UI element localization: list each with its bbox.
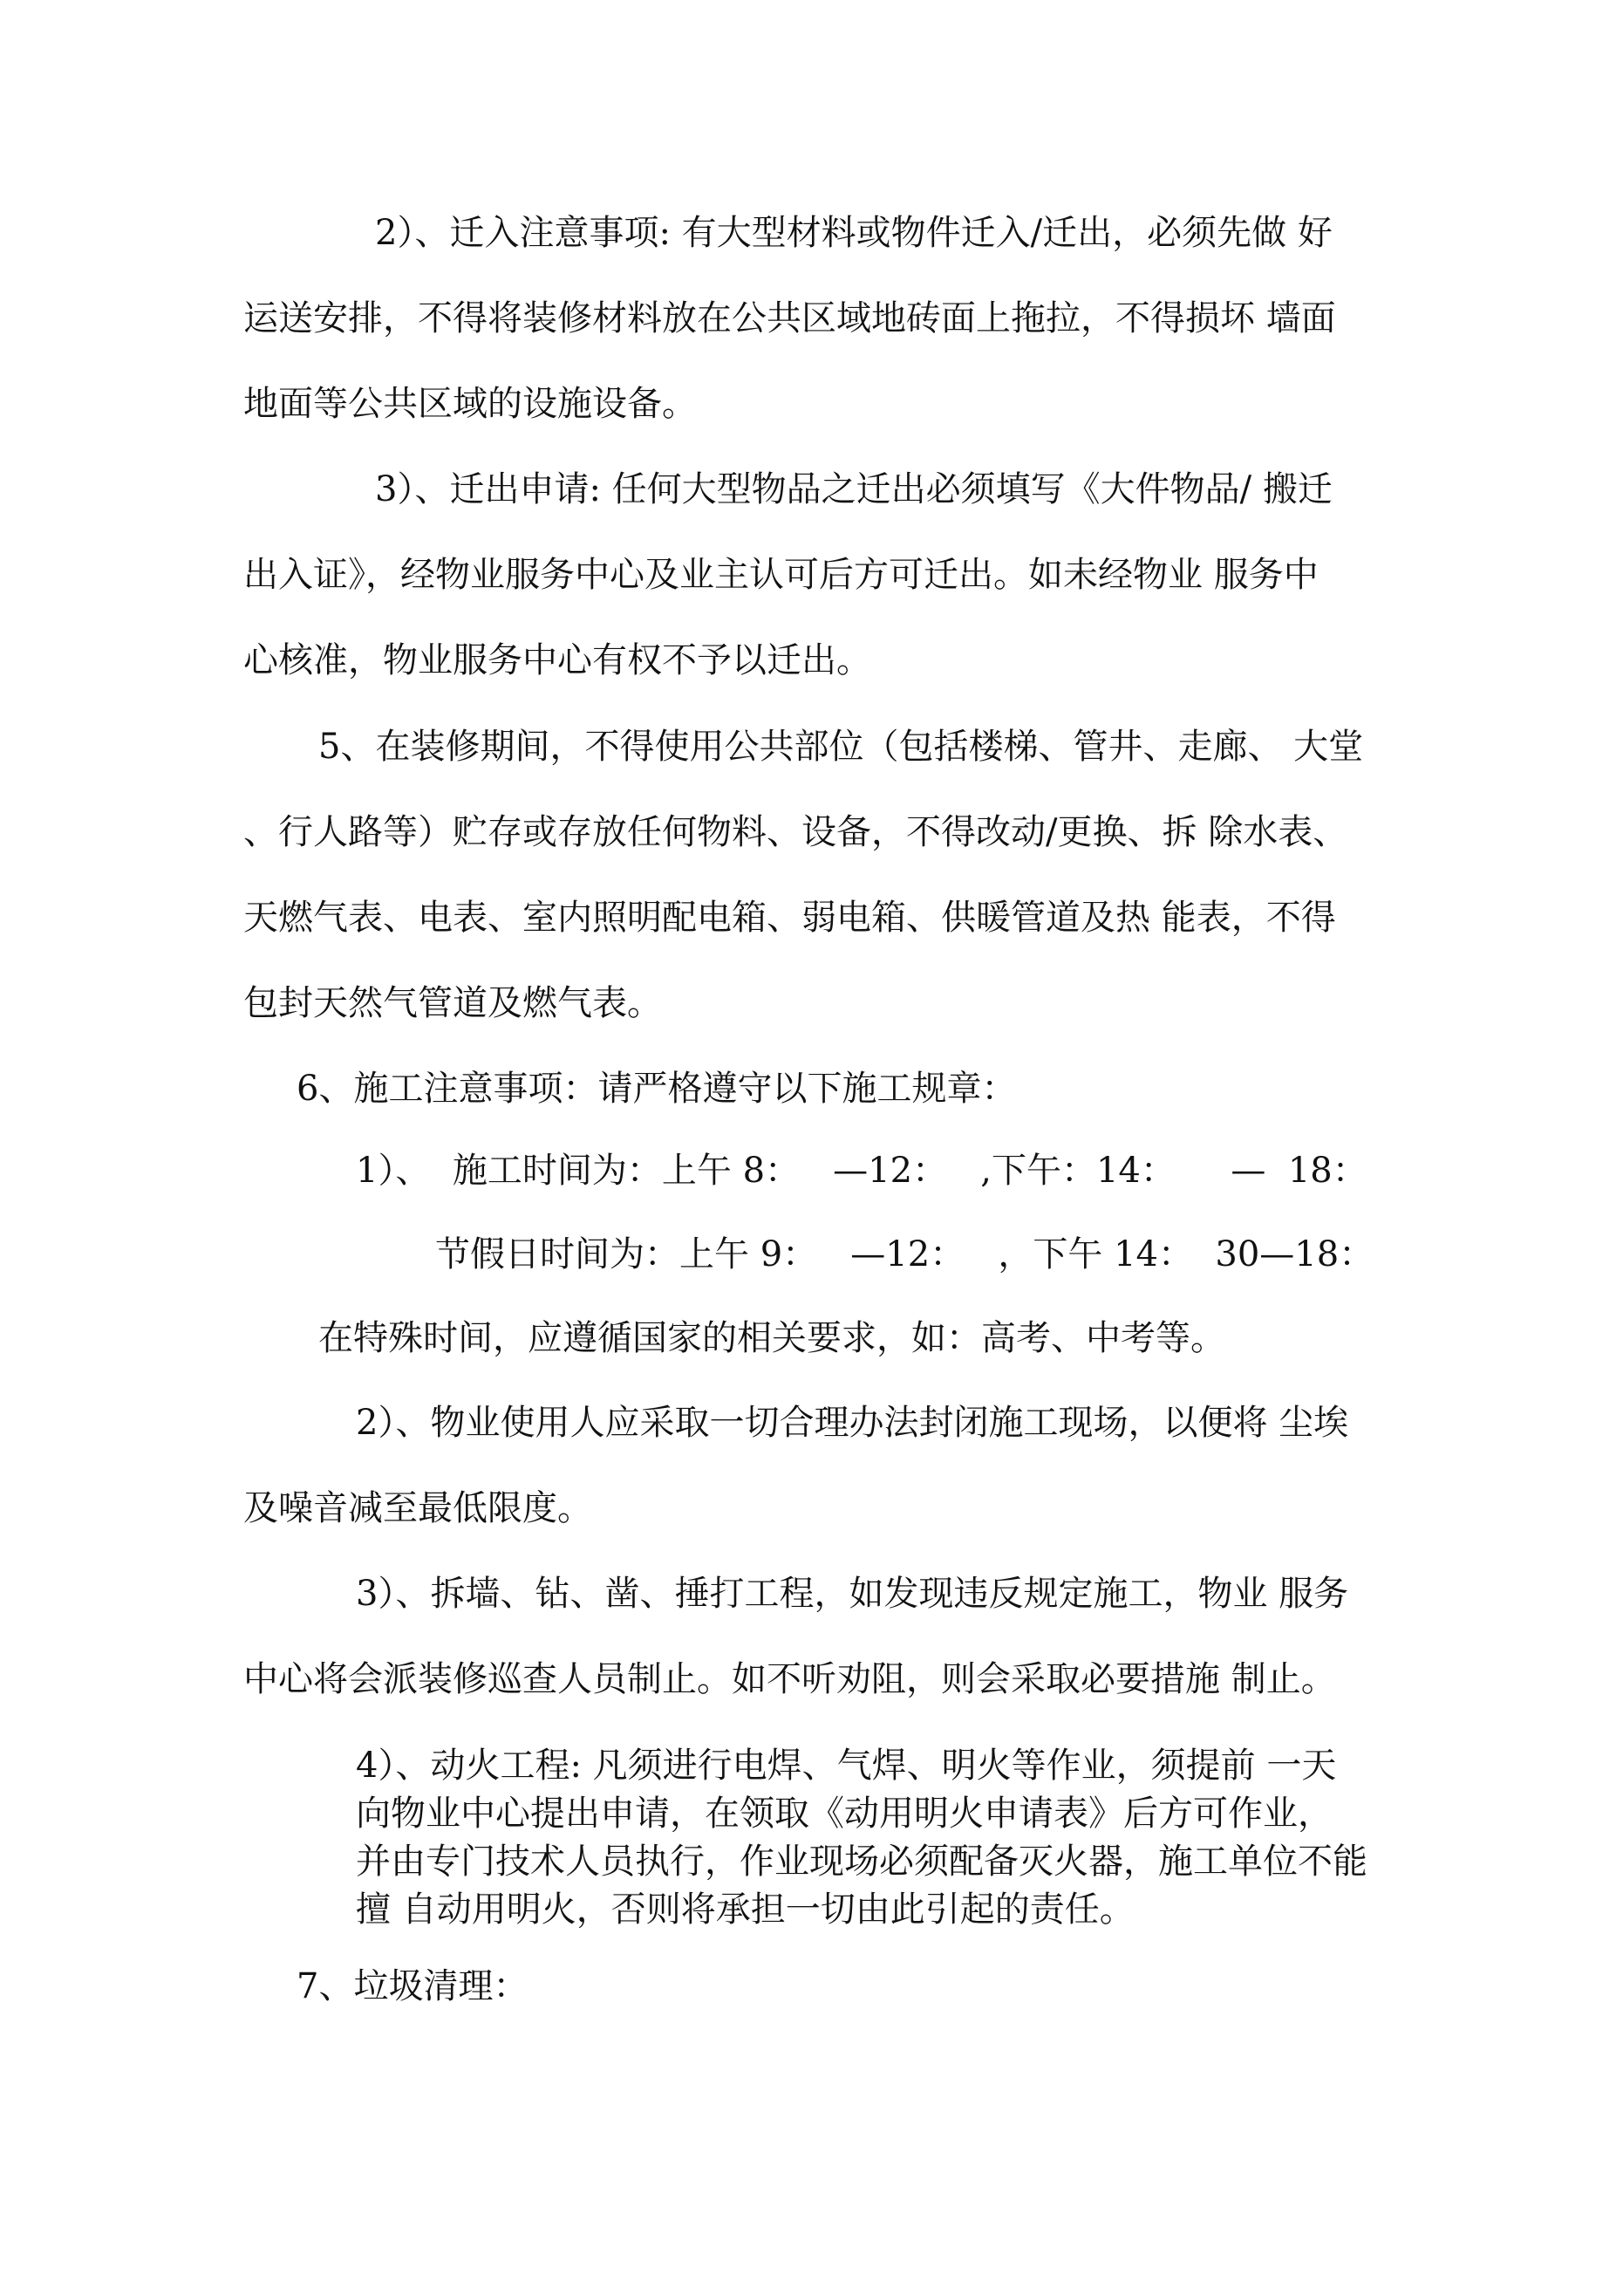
- construction-hours: 1）、 施工时间为：上午 8： —12： ,下午：14： — 18：: [356, 1151, 1367, 1191]
- item5-line-2: 、行人路等）贮存或存放任何物料、设备，不得改动/更换、拆 除水表、: [243, 812, 1348, 852]
- item5-line-3: 天燃气表、电表、室内照明配电箱、弱电箱、供暖管道及热 能表，不得: [243, 898, 1336, 938]
- holiday-hours: 节假日时间为：上午 9： —12： ，下午 14： 30—18：: [435, 1234, 1374, 1274]
- enclosure-rule-line-1: 2）、物业使用人应采取一切合理办法封闭施工现场，以便将 尘埃: [356, 1403, 1349, 1443]
- hot-work-rule-line-4: 擅 自动用明火，否则将承担一切由此引起的责任。: [356, 1889, 1135, 1930]
- move-in-notice-line-2: 运送安排，不得将装修材料放在公共区域地砖面上拖拉，不得损坏 墙面: [243, 298, 1336, 338]
- item7-heading: 7、垃圾清理：: [297, 1966, 528, 2006]
- hot-work-rule-line-2: 向物业中心提出申请，在领取《动用明火申请表》后方可作业，: [356, 1794, 1333, 1834]
- move-out-application-line-2: 出入证》，经物业服务中心及业主认可后方可迁出。如未经物业 服务中: [243, 555, 1319, 595]
- move-in-notice-line-3: 地面等公共区域的设施设备。: [243, 384, 697, 424]
- move-in-notice-line-1: 2）、迁入注意事项: 有大型材料或物件迁入/迁出，必须先做 好: [375, 213, 1333, 253]
- item5-line-4: 包封天然气管道及燃气表。: [243, 983, 662, 1023]
- item5-line-1: 5、在装修期间，不得使用公共部位（包括楼梯、管井、走廊、 大堂: [318, 727, 1364, 767]
- demolition-rule-line-2: 中心将会派装修巡查人员制止。如不听劝阻，则会采取必要措施 制止。: [243, 1659, 1336, 1699]
- move-out-application-line-3: 心核准，物业服务中心有权不予以迁出。: [243, 640, 871, 680]
- demolition-rule-line-1: 3）、拆墙、钻、凿、捶打工程，如发现违反规定施工，物业 服务: [356, 1574, 1349, 1614]
- move-out-application-line-1: 3）、迁出申请: 任何大型物品之迁出必须填写《大件物品/ 搬迁: [375, 469, 1333, 509]
- item6-heading: 6、施工注意事项：请严格遵守以下施工规章：: [297, 1069, 1017, 1109]
- hot-work-rule-line-3: 并由专门技术人员执行，作业现场必须配备灭火器，施工单位不能: [356, 1842, 1367, 1882]
- enclosure-rule-line-2: 及噪音减至最低限度。: [243, 1488, 592, 1528]
- special-time-note: 在特殊时间，应遵循国家的相关要求，如：高考、中考等。: [318, 1318, 1225, 1358]
- hot-work-rule-line-1: 4）、动火工程: 凡须进行电焊、气焊、明火等作业，须提前 一天: [356, 1746, 1337, 1786]
